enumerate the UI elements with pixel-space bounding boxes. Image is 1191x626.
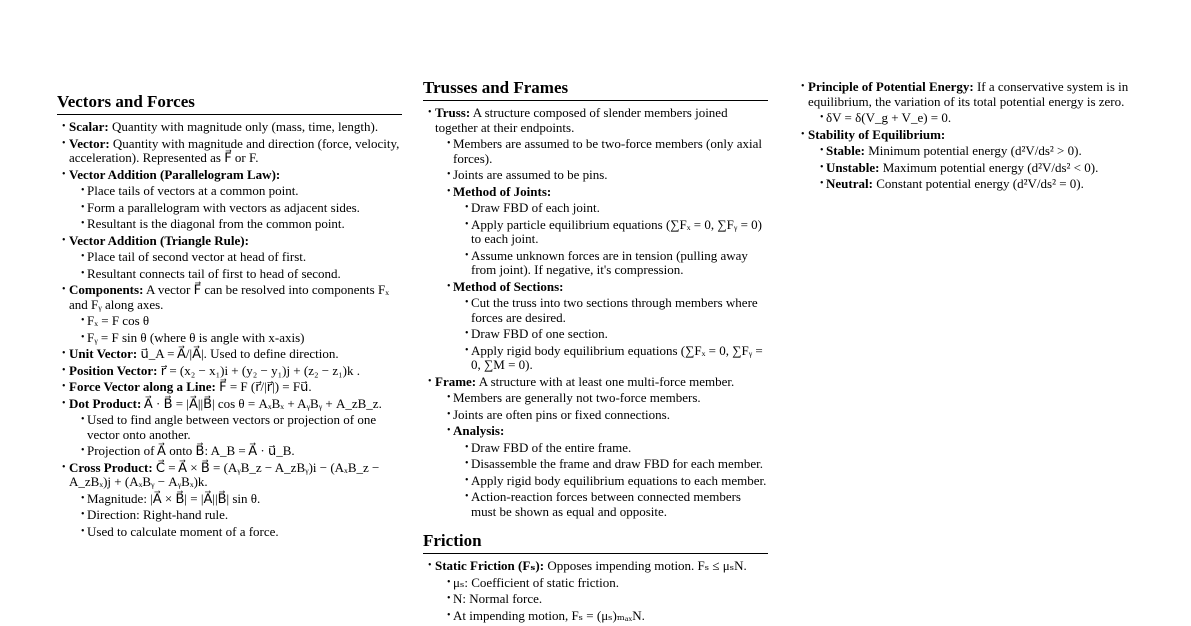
list-item xyxy=(796,80,1141,126)
sub-item: • Disassemble the frame and draw FBD for each member. xyxy=(465,457,768,472)
term-stable: Stable: xyxy=(826,143,865,158)
list-item xyxy=(57,283,402,345)
term-position-vector: Position Vector: xyxy=(69,362,158,378)
friction-list xyxy=(423,559,768,623)
column-trusses-friction xyxy=(423,78,768,625)
sub-item xyxy=(447,424,768,519)
sub-item: • Resultant is the diagonal from the common point. xyxy=(81,217,402,232)
text-neutral: Constant potential energy (d²V/ds² = 0). xyxy=(876,176,1084,191)
term-frame: Frame: xyxy=(435,373,477,389)
sub-item: • Draw FBD of the entire frame. xyxy=(465,441,768,456)
list-item xyxy=(57,168,402,232)
sub-item xyxy=(820,177,1141,192)
list-item xyxy=(796,128,1141,192)
text-frame: A structure with at least one multi-force member. xyxy=(478,373,735,389)
sub-item xyxy=(447,185,768,278)
sub-item: • δV = δ(V_g + V_e) = 0. xyxy=(820,111,1141,126)
sub-item: • Cut the truss into two sections through members where forces are desired. xyxy=(465,296,768,325)
sub-item: • Place tails of vectors at a common point. xyxy=(81,184,402,199)
text-static-friction: Opposes impending motion. Fₛ ≤ μₛN. xyxy=(547,558,747,573)
term-potential-energy: Principle of Potential Energy: xyxy=(808,79,974,94)
term-static-friction: Static Friction (Fₛ): xyxy=(435,558,545,573)
sub-item: • Apply rigid body equilibrium equations to each member. xyxy=(465,474,768,489)
list-item xyxy=(57,347,402,362)
sub-item: • Direction: Right-hand rule. xyxy=(81,508,402,523)
text-force-line: F⃗ = F (r⃗/|r⃗|) = Fu⃗. xyxy=(219,379,312,394)
term-vector: Vector: xyxy=(69,135,110,151)
list-item xyxy=(423,106,768,373)
term-triangle: Vector Addition (Triangle Rule): xyxy=(69,232,249,248)
text-position-vector: r⃗ = (x₂ − x₁)i + (y₂ − y₁)j + (z₂ − z₁)k . xyxy=(160,362,360,378)
sub-item: • At impending motion, Fₛ = (μₛ)ₘₐₓN. xyxy=(447,609,768,624)
list-item xyxy=(423,375,768,520)
text-unstable: Maximum potential energy (d²V/ds² < 0). xyxy=(882,159,1099,175)
term-method-joints: Method of Joints: xyxy=(453,183,552,199)
text-vector: Quantity with magnitude and direction (force, velocity, acceleration). Represented as F⃗ or F. xyxy=(69,135,400,165)
potential-list xyxy=(796,80,1141,192)
term-stability: Stability of Equilibrium: xyxy=(808,126,946,142)
term-unstable: Unstable: xyxy=(826,159,880,175)
sub-item: • Used to calculate moment of a force. xyxy=(81,525,402,540)
sub-item: • Form a parallelogram with vectors as adjacent sides. xyxy=(81,201,402,216)
section-title-friction: Friction xyxy=(423,531,768,554)
sub-item: • Draw FBD of each joint. xyxy=(465,201,768,216)
text-dot-product: A⃗ · B⃗ = |A⃗||B⃗| cos θ = AₓBₓ + AᵧBᵧ + A_zB_z. xyxy=(143,395,382,411)
list-item xyxy=(57,234,402,282)
term-method-sections: Method of Sections: xyxy=(453,278,564,294)
text-unit-vector: u⃗_A = A⃗/|A⃗|. Used to define direction. xyxy=(140,346,339,361)
sub-item: • Joints are assumed to be pins. xyxy=(447,168,768,183)
vectors-list xyxy=(57,120,402,539)
term-cross-product: Cross Product: xyxy=(69,459,153,475)
trusses-list xyxy=(423,106,768,519)
sub-item: • Members are generally not two-force members. xyxy=(447,391,768,406)
sub-item: • Draw FBD of one section. xyxy=(465,327,768,342)
term-parallelogram: Vector Addition (Parallelogram Law): xyxy=(69,166,281,182)
text-scalar: Quantity with magnitude only (mass, time, length). xyxy=(111,119,379,134)
sub-item: • Magnitude: |A⃗ × B⃗| = |A⃗||B⃗| sin θ. xyxy=(81,492,402,507)
sub-item: • Fᵧ = F sin θ (where θ is angle with x-axis) xyxy=(81,331,402,346)
section-title-trusses: Trusses and Frames xyxy=(423,78,768,101)
text-cross-product: C⃗ = A⃗ × B⃗ = (AᵧB_z − A_zBᵧ)i − (AₓB_z − A_zBₓ)j + (AₓBᵧ − AᵧBₓ)k. xyxy=(69,459,380,489)
term-force-line: Force Vector along a Line: xyxy=(69,379,216,394)
list-item xyxy=(57,397,402,459)
sub-item: • Projection of A⃗ onto B⃗: A_B = A⃗ · u⃗_B. xyxy=(81,444,402,459)
text-potential-energy: If a conservative system is in equilibrium, the variation of its total potential energy is zero. xyxy=(808,79,1129,109)
term-scalar: Scalar: xyxy=(69,119,109,134)
sub-item: • μₛ: Coefficient of static friction. xyxy=(447,576,768,591)
sub-item: • Apply particle equilibrium equations (∑Fₓ = 0, ∑Fᵧ = 0) to each joint. xyxy=(465,218,768,247)
column-vectors xyxy=(57,92,402,541)
text-stable: Minimum potential energy (d²V/ds² > 0). xyxy=(868,143,1082,158)
section-title-vectors: Vectors and Forces xyxy=(57,92,402,115)
sub-item: • Fₓ = F cos θ xyxy=(81,314,402,329)
list-item xyxy=(57,364,402,379)
text-truss: A structure composed of slender members joined together at their endpoints. xyxy=(435,105,728,135)
column-potential-energy xyxy=(796,80,1141,194)
sub-item xyxy=(820,144,1141,159)
list-item xyxy=(57,380,402,395)
sub-item: • Place tail of second vector at head of first. xyxy=(81,250,402,265)
sub-item: • Joints are often pins or fixed connections. xyxy=(447,408,768,423)
sub-item: • Assume unknown forces are in tension (pulling away from joint). If negative, it's compression. xyxy=(465,249,768,278)
list-item xyxy=(57,120,402,135)
term-dot-product: Dot Product: xyxy=(69,395,142,411)
term-unit-vector: Unit Vector: xyxy=(69,346,138,361)
list-item xyxy=(423,559,768,623)
list-item xyxy=(57,137,402,166)
sub-item: • Apply rigid body equilibrium equations (∑Fₓ = 0, ∑Fᵧ = 0, ∑M = 0). xyxy=(465,344,768,373)
term-neutral: Neutral: xyxy=(826,176,873,191)
text-components: A vector F⃗ can be resolved into components Fₓ and Fᵧ along axes. xyxy=(69,282,389,312)
sub-item: • Resultant connects tail of first to head of second. xyxy=(81,267,402,282)
sub-item xyxy=(820,161,1141,176)
sub-item: • Used to find angle between vectors or projection of one vector onto another. xyxy=(81,413,402,442)
sub-item: • N: Normal force. xyxy=(447,592,768,607)
term-truss: Truss: xyxy=(435,105,471,120)
term-components: Components: xyxy=(69,282,144,297)
sub-item: • Members are assumed to be two-force members (only axial forces). xyxy=(447,137,768,166)
term-analysis: Analysis: xyxy=(453,423,505,438)
sub-item: • Action-reaction forces between connected members must be shown as equal and opposite. xyxy=(465,490,768,519)
sub-item xyxy=(447,280,768,373)
list-item xyxy=(57,461,402,540)
